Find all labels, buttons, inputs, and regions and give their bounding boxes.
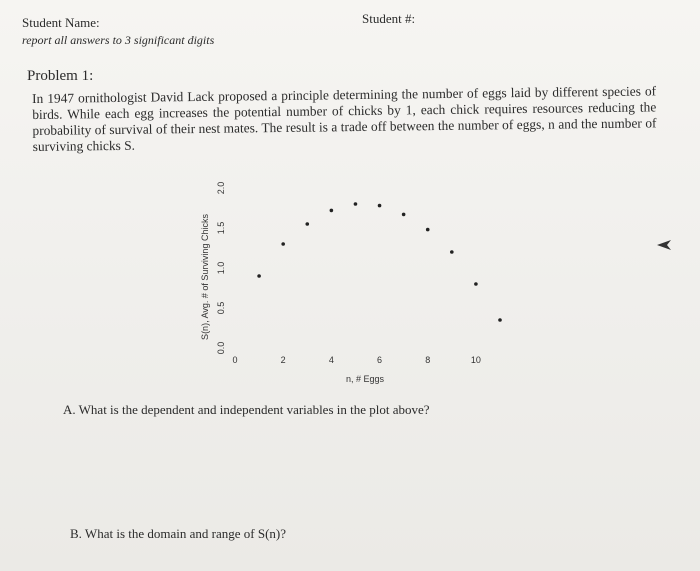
y-axis-label: S(n), Avg. # of Surviving Chicks: [200, 214, 210, 340]
x-tick-label: 10: [470, 355, 481, 365]
question-b: B. What is the domain and range of S(n)?: [70, 526, 287, 541]
data-point: [402, 213, 406, 217]
y-tick-label: 1.5: [216, 221, 226, 235]
data-point: [378, 204, 382, 208]
data-point: [354, 202, 358, 206]
question-a: A. What is the dependent and independent variables in the plot above?: [63, 402, 430, 417]
data-point: [257, 274, 261, 278]
x-tick-label: 4: [328, 355, 334, 365]
y-tick-label: 1.0: [216, 261, 226, 275]
x-tick-label: 0: [232, 355, 238, 365]
data-point: [330, 209, 334, 213]
problem-title: Problem 1:: [27, 68, 94, 84]
scatter-chart: [195, 180, 505, 385]
x-tick-label: 6: [377, 355, 383, 365]
data-point: [426, 228, 430, 232]
data-point: [281, 242, 285, 246]
problem-paragraph: In 1947 ornithologist David Lack proposed a principle determining the number of eggs laid by different species of birds. While each egg increases the potential number of chicks by 1, each chick requires resources reducing the probability of survival of their nest mates. The result is a trade off between the number of eggs, n and the number of surviving chicks S.: [32, 83, 657, 154]
y-tick-label: 0.5: [216, 301, 226, 315]
student-number-label: Student #:: [362, 11, 416, 26]
data-point: [474, 282, 478, 286]
y-tick-label: 2.0: [216, 181, 226, 195]
y-tick-label: 0.0: [216, 341, 226, 355]
data-point: [498, 318, 502, 322]
instructions-note: report all answers to 3 significant digits: [22, 33, 215, 47]
data-point: [305, 222, 309, 226]
x-tick-label: 2: [280, 355, 286, 365]
cursor-arrow-icon: [655, 238, 673, 252]
x-axis-label: n, # Eggs: [345, 374, 385, 384]
x-tick-label: 8: [425, 355, 431, 365]
data-point: [450, 250, 454, 254]
student-name-label: Student Name:: [22, 15, 100, 30]
